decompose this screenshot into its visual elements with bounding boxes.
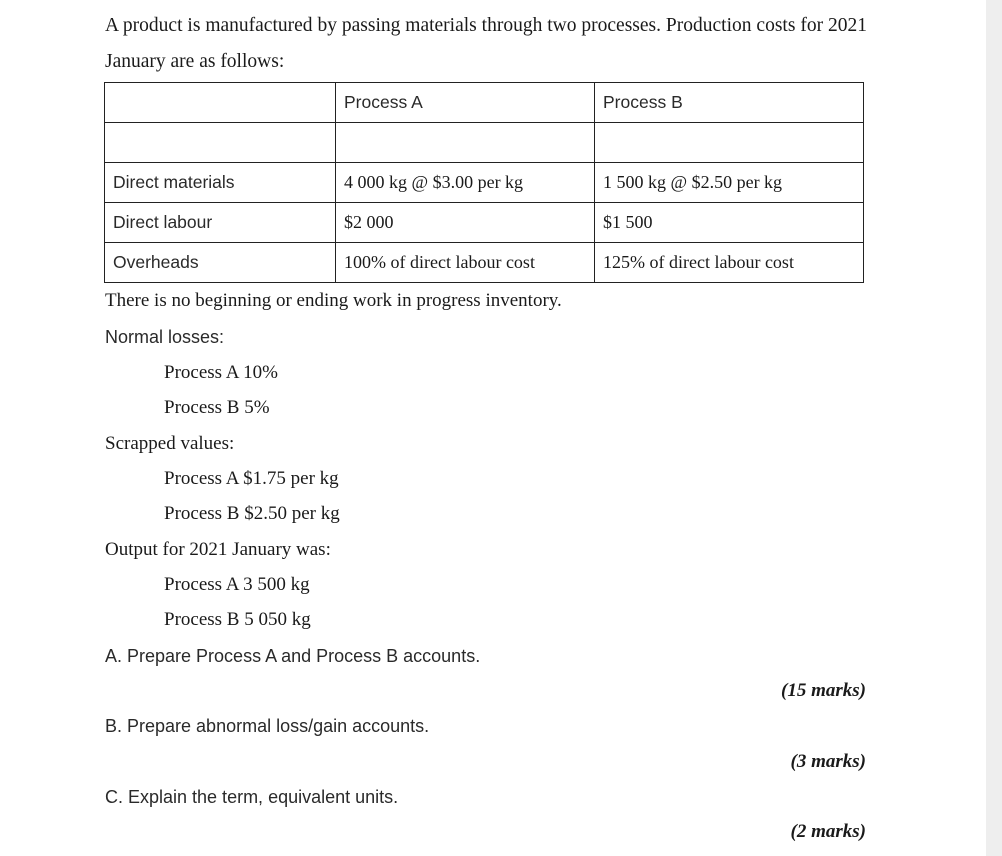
table-cell: $2 000 <box>336 203 595 243</box>
scrapped-value-b: Process B $2.50 per kg <box>164 503 340 524</box>
table-cell <box>336 123 595 163</box>
normal-loss-a: Process A 10% <box>164 362 278 383</box>
table-row-direct-labour <box>105 203 864 243</box>
normal-losses-heading: Normal losses: <box>105 327 225 347</box>
scrapped-value-a: Process A $1.75 per kg <box>164 468 339 489</box>
question-a: A. Prepare Process A and Process B accounts. <box>105 646 481 666</box>
scrollbar[interactable] <box>986 0 1002 856</box>
row-label: Overheads <box>105 243 336 283</box>
question-b-marks: (3 marks) <box>790 751 866 772</box>
question-a-marks: (15 marks) <box>781 680 866 701</box>
table-cell: 4 000 kg @ $3.00 per kg <box>336 163 595 203</box>
output-b: Process B 5 050 kg <box>164 609 311 630</box>
output-heading: Output for 2021 January was: <box>105 539 331 560</box>
table-header-row <box>105 83 864 123</box>
output-a: Process A 3 500 kg <box>164 574 310 595</box>
wip-note: There is no beginning or ending work in progress inventory. <box>105 290 562 311</box>
question-b: B. Prepare abnormal loss/gain accounts. <box>105 716 430 736</box>
table-cell: 1 500 kg @ $2.50 per kg <box>595 163 864 203</box>
table-row-direct-materials <box>105 163 864 203</box>
normal-loss-b: Process B 5% <box>164 397 270 418</box>
table-cell: 125% of direct labour cost <box>595 243 864 283</box>
row-label: Direct materials <box>105 163 336 203</box>
scrapped-values-heading: Scrapped values: <box>105 433 235 454</box>
table-cell <box>595 123 864 163</box>
table-row-overheads <box>105 243 864 283</box>
row-label: Direct labour <box>105 203 336 243</box>
header-cell-process-b: Process B <box>595 83 864 123</box>
table-cell: 100% of direct labour cost <box>336 243 595 283</box>
header-cell-blank <box>105 83 336 123</box>
table-cell <box>105 123 336 163</box>
question-c-marks: (2 marks) <box>790 821 866 842</box>
table-row-empty <box>105 123 864 163</box>
production-costs-table <box>104 82 864 283</box>
table-cell: $1 500 <box>595 203 864 243</box>
question-c: C. Explain the term, equivalent units. <box>105 787 399 807</box>
header-cell-process-a: Process A <box>336 83 595 123</box>
intro-paragraph: A product is manufactured by passing materials through two processes. Production costs for 2021 January are as follows: <box>105 15 867 72</box>
